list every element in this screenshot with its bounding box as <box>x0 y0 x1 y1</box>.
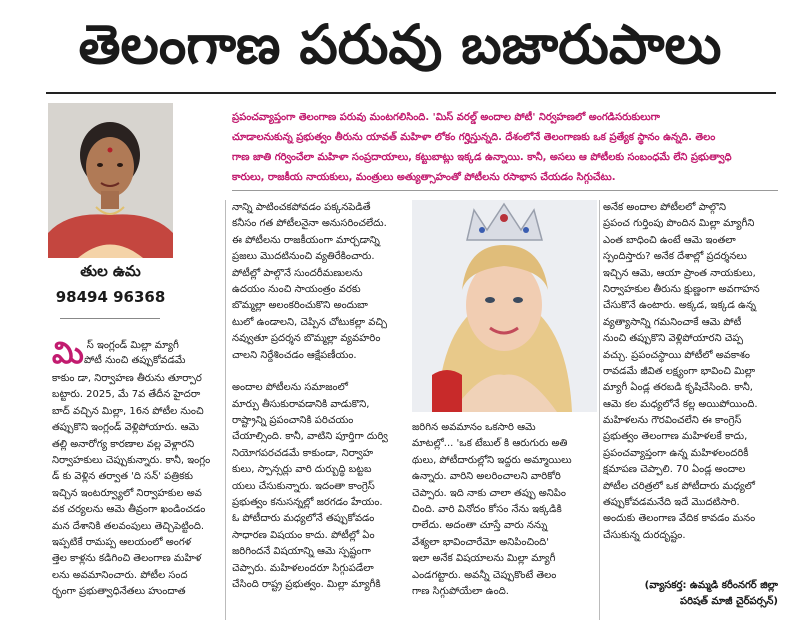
col2-line <box>232 364 407 380</box>
col4-line: ఎంత బాధించి ఉంటే ఆమె ఇంతలా <box>603 234 736 246</box>
col2-line: ఈ పోటీలను రాజకీయంగా మార్చడాన్ని <box>232 234 380 246</box>
col2-line: ఓ పోటీదారు మధ్యలోనే తప్పుకోవడం <box>232 513 375 525</box>
col4-line: మహిళలను గౌరవించలేని ఈ కాంగ్రెస్ <box>603 415 742 427</box>
col4-line: పోటీల చరిత్రలో ఒక పోటీదారు మధ్యలో <box>603 480 755 492</box>
column-divider <box>599 200 600 620</box>
lead-line: గాణ జాతి గర్వించేలా మహిళా సంప్రదాయాలు, కట్టుబాట్లు ఇక్కడ ఉన్నాయి. కానీ, అసలు ఆ పోటీలకు సంబంధమే లేని ప్రభుత్వాధి <box>232 152 732 163</box>
col1-line: డ్ కు వెళ్లిన తర్వాత 'ది సన్' పత్రికకు <box>52 471 193 483</box>
author-photo <box>48 103 173 258</box>
col4-line: ఆమె కల మధ్యలోనే కల్ల అయిపోయింది. <box>603 398 758 410</box>
col4-line: అందుకు తెలంగాణ వేదిక కావడం మనం <box>603 513 756 525</box>
headline: తెలంగాణ పరువు బజారుపాలు <box>78 13 722 76</box>
col1-line: నిర్వాహకులు చెప్పుకున్నారు. కానీ, ఇంగ్లం <box>52 454 211 466</box>
col1-first-line: స్ ఇంగ్లండ్ మిల్లా మ్యాగీ <box>86 340 179 351</box>
col2-line: ఉదయం నుంచి సాయంత్రం వరకు <box>232 283 361 295</box>
col4-line: చేసుకున్న దురదృష్టం. <box>603 529 686 541</box>
col4-line: క్షమాపణ చెప్పాలి. 70 ఏండ్ల అందాల <box>603 464 746 476</box>
col1-line: తల్లి అనారోగ్య కారణాల వల్ల వెళ్లారని <box>52 438 195 450</box>
col2-line: జరిగిందనే విషయాన్ని ఆమె స్పష్టంగా <box>232 546 371 558</box>
col3-line: వేశ్యలా భావించారేమో అనిపించింది' <box>412 536 549 548</box>
col4-line: వచ్చు. ప్రపంచస్థాయి పోటీలో అవకాశం <box>603 349 751 361</box>
col4-line: ప్రపంచ గుర్తింపు పొందిన మిల్లా మ్యాగీని <box>603 218 755 230</box>
crowned-woman-portrait-icon <box>412 200 597 412</box>
col2-line: సాధారణ విషయం కాదు. పోటీల్లో ఏం <box>232 529 375 541</box>
col4-line: ప్రభుత్వం తెలంగాణ మహిళలకే కాదు, <box>603 431 748 443</box>
col3-line: ఎండగట్టారు. అవన్నీ చెప్పుకొంటే తెలం <box>412 569 557 581</box>
article-column-4 <box>603 200 778 544</box>
col1-line: బాద్ వచ్చిన మిల్లా, 16న పోటీల నుంచి <box>52 405 204 417</box>
col4-line: ప్రపంచవ్యాప్తంగా ఉన్న మహిళలందరికీ <box>603 447 749 459</box>
col4-line: అనేక అందాల పోటీలలో పాల్గొని <box>603 202 726 213</box>
col1-line: బట్టారు. 2025, మే 7వ తేదీన హైదరా <box>52 389 201 401</box>
author-separator <box>60 318 160 319</box>
col4-line: మ్యాగీ ఏండ్ల తరబడి కృషిచేసింది. కానీ, <box>603 382 753 394</box>
col2-line: మార్పు తీసుకురావడానికి వాడుకొని, <box>232 398 370 410</box>
article-column-1 <box>52 336 211 600</box>
lead-paragraph <box>232 108 778 188</box>
col2-line: నియోగపరచడమే కాకుండా, నిర్వాహ <box>232 447 374 459</box>
col2-line: రాష్ట్రాన్ని ప్రపంచానికి పరిచయం <box>232 415 354 427</box>
col2-line: కులు, స్పాన్సర్లు వారి దుర్బుద్ధి బట్టబ <box>232 464 372 476</box>
author-byline <box>603 578 778 610</box>
col1-line: తప్పుకొని ఇంగ్లండ్ వెళ్లిపోయారు. ఆమె <box>52 422 200 434</box>
col3-line: థులు, పోటీదారుల్లోని ఇద్దరు అమ్మాయిలు <box>412 454 572 466</box>
miss-england-photo <box>412 200 597 412</box>
col4-line: ఇచ్చిన ఆమె, ఆయా ప్రాంత నాయకులు, <box>603 267 756 279</box>
col4-line: తప్పుకోవడమనేది ఇదే మొదటిసారి. <box>603 497 740 509</box>
col1-line: త్తెల కాళ్లను కడిగించి తెలంగాణ మహిళ <box>52 553 202 565</box>
col3-line: మాటల్లో... 'ఒక టేబుల్ కి ఆరుగురు అతి <box>412 438 568 450</box>
lead-line: కారులు, రాజకీయ నాయకులు, మంత్రులు అత్యుత్సాహంతో పోటీలను రసాభాస చేయడం సిగ్గుచేటు. <box>232 172 616 183</box>
col1-line: ఇచ్చిన ఇంటర్వ్యూలో నిర్వాహకుల అవ <box>52 487 202 499</box>
col2-line: చాలని నిర్దేశించడం ఆక్షేపణీయం. <box>232 349 357 361</box>
col2-line: చేసింది రాష్ట్ర ప్రభుత్వం. మిల్లా మ్యాగీకి <box>232 578 381 590</box>
byline-line: (వ్యాసకర్త: ఉమ్మడి కరీంనగర్ జిల్లా <box>644 580 778 591</box>
col1-line: మన దేశానికి తలవంపులు తెచ్చిపెట్టింది. <box>52 520 205 532</box>
article-column-2 <box>232 200 407 593</box>
col1-line: ర్భంగా ప్రభుత్వాధినేతలు హుందాత <box>52 586 186 598</box>
col1-line: లను అవమానించారు. పోటీల సంద <box>52 569 188 581</box>
lead-line: చూడాలనుకున్న ప్రభుత్వం తీరును యావత్ మహిళా లోకం గర్హిస్తున్నది. దేశంలోనే తెలంగాణకు ఒక ప్రత్యేక స్థానం ఉన్నది. తెలం <box>232 132 716 143</box>
col4-line: వ్యత్యాసాన్ని గమనించాకే ఆమె పోటీ <box>603 316 742 328</box>
col4-line: స్పందిస్తారు? అనేక దేశాల్లో ప్రదర్శనలు <box>603 251 747 263</box>
col3-line: జరిగిన అవమానం ఒకసారి ఆమె <box>412 422 536 433</box>
col2-line: నాన్ని పాటించకపోవడం పక్కనపెడితే <box>232 202 371 213</box>
col4-line: నిర్వాహకుల తీరును క్షుణ్ణంగా అవగాహన <box>603 283 760 295</box>
col2-line: ప్రజలు మొదటినుంచి వ్యతిరేకించారు. <box>232 251 375 263</box>
col2-line: బొమ్మల్లా అలంకరించుకొని అందుబా <box>232 300 368 312</box>
col1-line: ఇప్పటికే రామప్ప ఆలయంలో అంగళ <box>52 536 192 548</box>
col2-line: చెప్పారు. మహిళలందరూ సిగ్గుపడేలా <box>232 562 374 574</box>
col2-line: అందాల పోటీలను సమాజంలో <box>232 382 348 394</box>
col2-line: నవ్వుతూ ప్రదర్శన బొమ్మల్లా వ్యవహరిం <box>232 333 381 345</box>
col1-line: కాకుం డా, నిర్వాహణ తీరును తూర్పార <box>52 373 202 384</box>
headline-rule <box>46 92 776 94</box>
col3-line: ఉన్నారు. వారిని అలరించాలని వారికోరి <box>412 471 561 483</box>
author-portrait-icon <box>48 103 173 258</box>
col2-line: ప్రభుత్వం కనుసన్నల్లో జరగడం హేయం. <box>232 497 383 509</box>
author-phone: 98494 96368 <box>55 288 166 306</box>
col4-line: నుంచి తప్పుకొని వెళ్లిపోయారని చెప్ప <box>603 333 744 345</box>
col3-line: రాలేదు. అదంతా చూస్తే వారు నన్ను <box>412 520 548 532</box>
col3-line: గాణ సిగ్గుపోయేలా ఉంది. <box>412 585 509 597</box>
byline-line: పరిషత్ మాజీ చైర్‌పర్సన్) <box>679 596 778 607</box>
col3-line: ఇలా అనేక విషయాలను మిల్లా మ్యాగీ <box>412 553 556 565</box>
col4-line: రావడమే జీవిత లక్ష్యంగా భావించి మిల్లా <box>603 365 756 377</box>
col3-line: చింది. వారి వినోదం కోసం నేను ఇక్కడికి <box>412 503 562 515</box>
col2-line: యలు చేసుకున్నారు. ఇదంతా కాంగ్రెస్ <box>232 480 375 492</box>
col1-line: వక చర్యలను ఆమె తీవ్రంగా ఖండించడం <box>52 504 206 516</box>
col1-second-line: పోటీ నుంచి తప్పుకోవడమే <box>84 355 186 366</box>
col2-line: కనీసం గత పోటీలనైనా అనుసరించలేదు. <box>232 218 387 230</box>
lead-line: ప్రపంచవ్యాప్తంగా తెలంగాణ పరువు మంటగలిసింది. 'మిస్ వరల్డ్ అందాల పోటీ' నిర్వహణలో అంగడిసరుకులుగా <box>232 112 660 123</box>
lead-rule <box>232 190 778 191</box>
drop-cap: మి <box>52 336 84 371</box>
col3-line: చెప్పారు. ఇది నాకు చాలా తప్పు అనిపిం <box>412 487 566 499</box>
author-name: తుల ఉమ <box>80 262 141 280</box>
col4-line: చేసుకొనే ఉంటారు. అక్కడ, ఇక్కడ ఉన్న <box>603 300 757 312</box>
column-divider <box>225 200 226 620</box>
col2-line: చేయాల్సింది. కానీ, వాటిని పూర్తిగా దుర్వి <box>232 431 388 443</box>
col2-line: పోటీల్లో పాల్గొనే సుందరీమణులను <box>232 267 363 279</box>
article-column-3 <box>412 420 597 600</box>
col2-line: టులో ఉండాలని, చెప్పిన చోటుకల్లా వచ్చి <box>232 316 388 328</box>
